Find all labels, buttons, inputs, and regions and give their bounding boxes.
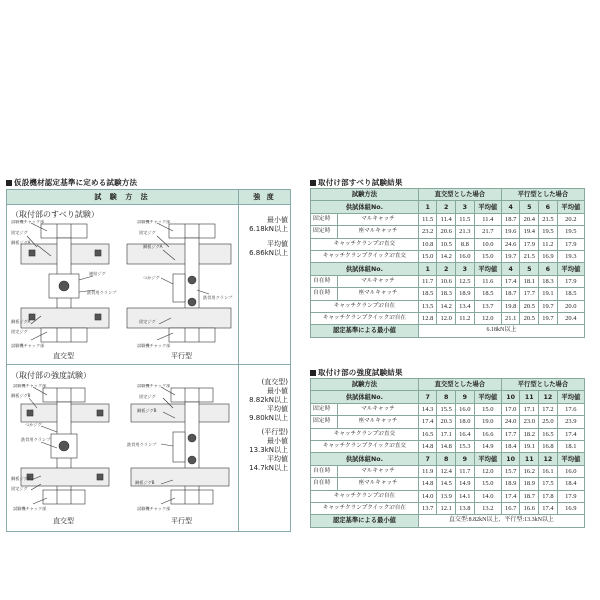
value-cell: 12.4: [437, 465, 456, 477]
table-row: [311, 288, 585, 300]
value-cell: 19.7: [539, 300, 558, 312]
table-row: [311, 478, 585, 490]
value-cell: 19.3: [557, 250, 584, 262]
value-cell: 11.5: [456, 213, 475, 225]
strength-cross-caption: 直交型: [53, 517, 74, 525]
table-row: [311, 238, 585, 250]
header-specimen-no: 1: [418, 201, 437, 213]
value-cell: 18.5: [557, 288, 584, 300]
value-cell: 16.7: [501, 502, 520, 514]
value-cell: 17.4: [557, 428, 584, 440]
value-cell: 18.4: [501, 440, 520, 452]
value-cell: 14.9: [456, 478, 475, 490]
value-cell: 20.6: [437, 226, 456, 238]
value-cell: 18.9: [520, 478, 539, 490]
square-bullet-icon: [310, 180, 316, 186]
value-cell: 14.5: [437, 478, 456, 490]
strength-test-heading: （取付部の強度試験）: [11, 371, 91, 380]
column-divider: [238, 190, 239, 531]
value-cell: 14.8: [437, 440, 456, 452]
value-cell: 19.8: [501, 300, 520, 312]
table-row: [311, 263, 585, 275]
value-cell: 17.4: [501, 490, 520, 502]
value-cell: 18.3: [539, 275, 558, 287]
value-cell: 17.9: [557, 238, 584, 250]
value-cell: 14.8: [418, 478, 437, 490]
fig-label: 鋼板ジグB: [137, 408, 157, 413]
value-cell: 16.2: [520, 465, 539, 477]
slip-test-heading: （取付部のすべり試験）: [11, 210, 99, 219]
header-specimen-no: 3: [456, 201, 475, 213]
value-cell: 11.4: [474, 213, 501, 225]
row-item: キャッチクランプ37自在: [311, 490, 419, 502]
value-cell: 20.4: [520, 213, 539, 225]
value-cell: 23.9: [557, 416, 584, 428]
left-section-title: 仮設機材認定基準に定める試験方法: [6, 177, 137, 188]
value-cell: 19.5: [557, 226, 584, 238]
value-cell: 17.9: [557, 490, 584, 502]
value-cell: 20.4: [557, 312, 584, 324]
value-cell: 11.9: [418, 465, 437, 477]
value-cell: 18.5: [418, 288, 437, 300]
table-row: [311, 213, 585, 225]
header-specimen-no: 5: [520, 201, 539, 213]
header-specimen-no: 6: [539, 263, 558, 275]
header-parallel: 平行型とした場合: [501, 379, 584, 391]
header-specimen-no: 11: [520, 391, 539, 403]
standard-value: 直交型:8.82kN以上、平行型:13.3kN以上: [418, 515, 584, 527]
header-cross: 直交型とした場合: [418, 379, 501, 391]
value-cell: 11.7: [456, 465, 475, 477]
value-cell: 18.5: [474, 288, 501, 300]
row-item: マルキャッチ: [338, 403, 419, 415]
row-item: 座マルキャッチ: [338, 288, 419, 300]
header-specimen-no: 平均値: [557, 263, 584, 275]
value-cell: 13.8: [456, 502, 475, 514]
strength-results-table: [310, 378, 585, 528]
value-cell: 18.7: [501, 288, 520, 300]
value-cell: 19.7: [501, 250, 520, 262]
header-specimen-no: 9: [456, 391, 475, 403]
fig-label: 鉄骨用クランプ: [21, 437, 51, 442]
fig-label: つかジグ: [25, 422, 42, 427]
value-cell: 14.0: [474, 490, 501, 502]
header-specimen-no: 7: [418, 453, 437, 465]
value-cell: 15.7: [501, 465, 520, 477]
value-cell: 20.0: [557, 300, 584, 312]
slip-strength-values: 最小値 6.18kN以上 平均値 6.86kN以上: [249, 216, 288, 257]
header-specimen-no: 平均値: [474, 263, 501, 275]
value-cell: 8.8: [456, 238, 475, 250]
value-cell: 14.0: [418, 490, 437, 502]
value-cell: 18.3: [437, 288, 456, 300]
value-cell: 12.0: [474, 465, 501, 477]
fig-label: 連結ジグ: [89, 271, 106, 276]
table-row: [311, 502, 585, 514]
value-cell: 18.7: [520, 490, 539, 502]
table-row: [311, 391, 585, 403]
header-specimen-no: 平均値: [474, 453, 501, 465]
header-specimen-no: 10: [501, 391, 520, 403]
header-specimen: 供試体組No.: [311, 453, 419, 465]
header-specimen-no: 平均値: [557, 391, 584, 403]
value-cell: 11.5: [418, 213, 437, 225]
value-cell: 16.4: [456, 428, 475, 440]
value-cell: 16.0: [557, 465, 584, 477]
fig-label: 試験機チャック部: [137, 384, 171, 388]
value-cell: 18.1: [557, 440, 584, 452]
row-item: キャッチクランプ37直交: [311, 428, 419, 440]
value-cell: 13.5: [418, 300, 437, 312]
value-cell: 17.4: [539, 502, 558, 514]
value-cell: 16.8: [539, 440, 558, 452]
header-specimen-no: 2: [437, 263, 456, 275]
fig-label: 試験機チャック部: [13, 506, 47, 511]
value-cell: 10.6: [437, 275, 456, 287]
value-cell: 20.5: [520, 300, 539, 312]
value-cell: 20.5: [520, 312, 539, 324]
row-item: キャッチクランプクイック37自在: [311, 312, 419, 324]
value-cell: 14.8: [418, 440, 437, 452]
header-specimen-no: 4: [501, 201, 520, 213]
header-specimen-no: 12: [539, 453, 558, 465]
value-cell: 11.7: [418, 275, 437, 287]
value-cell: 15.0: [418, 250, 437, 262]
row-item: 座マルキャッチ: [338, 416, 419, 428]
header-method: 試験方法: [311, 379, 419, 391]
slip-results-table: [310, 188, 585, 338]
fig-label: つかジグ: [143, 275, 160, 280]
header-specimen-no: 平均値: [474, 201, 501, 213]
value-cell: 18.0: [456, 416, 475, 428]
row-condition: 自在時: [311, 465, 338, 477]
row-item: キャッチクランプ37自在: [311, 300, 419, 312]
row-divider: [7, 364, 290, 365]
fig-label: 鋼板ジグB: [11, 476, 31, 481]
value-cell: 18.7: [501, 213, 520, 225]
row-item: キャッチクランプクイック37直交: [311, 250, 419, 262]
value-cell: 13.9: [437, 490, 456, 502]
value-cell: 15.3: [456, 440, 475, 452]
value-cell: 19.1: [520, 440, 539, 452]
value-cell: 14.3: [418, 403, 437, 415]
value-cell: 13.7: [474, 300, 501, 312]
value-cell: 17.9: [520, 238, 539, 250]
row-item: マルキャッチ: [338, 465, 419, 477]
fig-label: 鉄骨用クランプ: [127, 442, 157, 447]
header-specimen-no: 8: [437, 391, 456, 403]
fig-label: 固定ジグ: [11, 329, 28, 334]
fig-label: 固定ジグ: [11, 230, 28, 235]
slip-cross-caption: 直交型: [53, 352, 74, 360]
strength-column-header: 強 度: [239, 190, 290, 205]
value-cell: 17.1: [437, 428, 456, 440]
row-condition: 固定時: [311, 416, 338, 428]
fig-label: 固定ジグ: [139, 394, 156, 399]
header-specimen-no: 3: [456, 263, 475, 275]
value-cell: 24.6: [501, 238, 520, 250]
table-row: [311, 453, 585, 465]
method-column-header: 試 験 方 法: [7, 190, 238, 205]
header-specimen-no: 7: [418, 391, 437, 403]
row-item: 座マルキャッチ: [338, 478, 419, 490]
table-row: [311, 490, 585, 502]
row-item: マルキャッチ: [338, 213, 419, 225]
header-specimen-no: 平均値: [557, 201, 584, 213]
value-cell: 24.0: [501, 416, 520, 428]
table-row: [311, 325, 585, 337]
value-cell: 21.1: [501, 312, 520, 324]
slip-table-title: 取付け部すべり試験結果: [310, 177, 403, 188]
fig-label: 試験機チャック部: [137, 343, 171, 348]
table-row: [311, 201, 585, 213]
value-cell: 13.2: [474, 502, 501, 514]
value-cell: 17.1: [520, 403, 539, 415]
row-condition: 固定時: [311, 403, 338, 415]
standard-label: 認定基準による最小値: [311, 325, 419, 337]
header-specimen-no: 11: [520, 453, 539, 465]
header-specimen-no: 8: [437, 453, 456, 465]
value-cell: 14.2: [437, 250, 456, 262]
value-cell: 23.0: [520, 416, 539, 428]
value-cell: 13.7: [418, 502, 437, 514]
row-item: キャッチクランプ37直交: [311, 238, 419, 250]
fig-label: 試験機チャック部: [11, 343, 45, 348]
value-cell: 17.7: [501, 428, 520, 440]
value-cell: 25.0: [539, 416, 558, 428]
value-cell: 18.2: [520, 428, 539, 440]
value-cell: 18.1: [520, 275, 539, 287]
value-cell: 11.4: [437, 213, 456, 225]
header-specimen-no: 6: [539, 201, 558, 213]
fig-label: 試験機チャック部: [11, 220, 45, 224]
square-bullet-icon: [310, 370, 316, 376]
header-parallel: 平行型とした場合: [501, 189, 584, 201]
value-cell: 23.2: [418, 226, 437, 238]
table-row: [311, 416, 585, 428]
fig-label: 試験機チャック部: [137, 220, 171, 224]
header-cross: 直交型とした場合: [418, 189, 501, 201]
standard-label: 認定基準による最小値: [311, 515, 419, 527]
value-cell: 17.8: [539, 490, 558, 502]
fig-label: 鉄骨用クランプ: [87, 290, 117, 295]
header-specimen-no: 1: [418, 263, 437, 275]
value-cell: 16.0: [456, 403, 475, 415]
header-specimen-no: 12: [539, 391, 558, 403]
value-cell: 10.5: [437, 238, 456, 250]
value-cell: 16.9: [539, 250, 558, 262]
value-cell: 18.9: [501, 478, 520, 490]
fig-label: 鉄骨用クランプ: [203, 295, 233, 300]
table-row: [311, 275, 585, 287]
value-cell: 19.7: [539, 312, 558, 324]
header-specimen-no: 平均値: [474, 391, 501, 403]
header-specimen-no: 2: [437, 201, 456, 213]
row-condition: 固定時: [311, 226, 338, 238]
value-cell: 21.3: [456, 226, 475, 238]
value-cell: 14.1: [456, 490, 475, 502]
square-bullet-icon: [6, 180, 12, 186]
value-cell: 21.5: [520, 250, 539, 262]
value-cell: 19.1: [539, 288, 558, 300]
row-item: キャッチクランプクイック37自在: [311, 502, 419, 514]
header-specimen-no: 10: [501, 453, 520, 465]
table-row: [311, 465, 585, 477]
value-cell: 16.5: [539, 428, 558, 440]
table-row: [311, 428, 585, 440]
strength-table-title: 取付け部の強度試験結果: [310, 367, 403, 378]
slip-parallel-diagram: [123, 220, 235, 350]
fig-label: 固定ジグ: [11, 486, 28, 491]
value-cell: 17.9: [557, 275, 584, 287]
value-cell: 13.4: [456, 300, 475, 312]
row-item: マルキャッチ: [338, 275, 419, 287]
slip-parallel-caption: 平行型: [171, 352, 192, 360]
value-cell: 21.7: [474, 226, 501, 238]
fig-label: 試験機チャック部: [13, 384, 47, 388]
fig-label: 試験機チャック部: [137, 506, 171, 511]
header-specimen-no: 4: [501, 263, 520, 275]
value-cell: 17.4: [418, 416, 437, 428]
table-row: [311, 226, 585, 238]
slip-cross-diagram: [11, 220, 119, 350]
value-cell: 15.0: [474, 250, 501, 262]
strength-values: (直交型) 最小値 8.82kN以上 平均値 9.80kN以上 (平行型) 最小値 13.3kN以上 平均値 14.7kN以上: [249, 378, 288, 472]
value-cell: 17.6: [557, 403, 584, 415]
value-cell: 11.6: [474, 275, 501, 287]
value-cell: 17.7: [520, 288, 539, 300]
value-cell: 17.2: [539, 403, 558, 415]
fig-label: 鋼板ジグA: [143, 244, 163, 249]
header-specimen: 供試体組No.: [311, 201, 419, 213]
value-cell: 14.2: [437, 300, 456, 312]
value-cell: 16.0: [456, 250, 475, 262]
value-cell: 16.6: [474, 428, 501, 440]
row-condition: 固定時: [311, 213, 338, 225]
value-cell: 19.5: [539, 226, 558, 238]
strength-cross-diagram: [11, 384, 119, 512]
value-cell: 18.4: [557, 478, 584, 490]
value-cell: 10.0: [474, 238, 501, 250]
value-cell: 16.9: [557, 502, 584, 514]
value-cell: 17.0: [501, 403, 520, 415]
value-cell: 20.2: [557, 213, 584, 225]
table-row: [311, 312, 585, 324]
row-item: 座マルキャッチ: [338, 226, 419, 238]
value-cell: 19.0: [474, 416, 501, 428]
header-method: 試験方法: [311, 189, 419, 201]
value-cell: 15.0: [474, 403, 501, 415]
header-specimen-no: 5: [520, 263, 539, 275]
row-item: キャッチクランプクイック37直交: [311, 440, 419, 452]
value-cell: 20.3: [437, 416, 456, 428]
table-row: [311, 440, 585, 452]
value-cell: 11.2: [456, 312, 475, 324]
fig-label: 固定ジグ: [139, 319, 156, 324]
header-specimen: 供試体組No.: [311, 263, 419, 275]
table-row: [311, 250, 585, 262]
fig-label: 鋼板ジグB: [11, 393, 31, 398]
value-cell: 14.9: [474, 440, 501, 452]
value-cell: 16.5: [418, 428, 437, 440]
fig-label: 鋼板ジグB: [135, 480, 155, 485]
value-cell: 12.0: [437, 312, 456, 324]
value-cell: 16.6: [520, 502, 539, 514]
test-method-panel: [6, 189, 291, 532]
value-cell: 17.5: [539, 478, 558, 490]
table-row: [311, 515, 585, 527]
fig-label: 固定ジグ: [139, 230, 156, 235]
value-cell: 15.0: [474, 478, 501, 490]
value-cell: 12.5: [456, 275, 475, 287]
value-cell: 11.2: [539, 238, 558, 250]
header-specimen-no: 9: [456, 453, 475, 465]
value-cell: 16.1: [539, 465, 558, 477]
row-condition: 自在時: [311, 478, 338, 490]
strength-parallel-diagram: [123, 384, 235, 512]
table-row: [311, 300, 585, 312]
table-row: [311, 379, 585, 391]
strength-parallel-caption: 平行型: [171, 517, 192, 525]
value-cell: 12.1: [437, 502, 456, 514]
fig-label: 鋼板ジグA: [11, 319, 31, 324]
header-specimen-no: 平均値: [557, 453, 584, 465]
standard-value: 6.18kN以上: [418, 325, 584, 337]
table-row: [311, 189, 585, 201]
row-condition: 自在時: [311, 288, 338, 300]
value-cell: 19.4: [520, 226, 539, 238]
table-row: [311, 403, 585, 415]
value-cell: 17.4: [501, 275, 520, 287]
value-cell: 12.0: [474, 312, 501, 324]
value-cell: 12.8: [418, 312, 437, 324]
fig-label: 鋼板ジグA: [11, 240, 31, 245]
header-specimen: 供試体組No.: [311, 391, 419, 403]
value-cell: 10.8: [418, 238, 437, 250]
value-cell: 21.5: [539, 213, 558, 225]
row-condition: 自在時: [311, 275, 338, 287]
value-cell: 18.9: [456, 288, 475, 300]
value-cell: 15.5: [437, 403, 456, 415]
value-cell: 19.6: [501, 226, 520, 238]
